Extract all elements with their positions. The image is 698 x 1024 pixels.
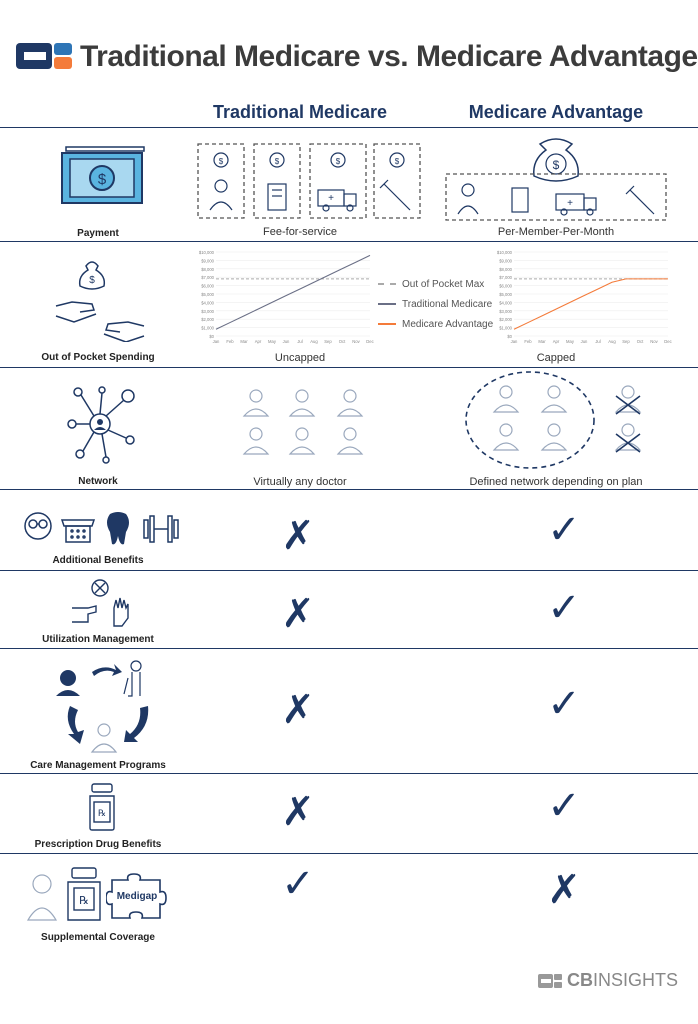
- cross-icon: ✗: [281, 790, 315, 834]
- divider: [0, 853, 698, 854]
- y-tick-label: $10,000: [496, 250, 512, 255]
- x-tick-label: Sep: [324, 339, 332, 344]
- legend-item-oop-max: [378, 276, 493, 292]
- pill-bottle-icon: [88, 782, 116, 832]
- y-tick-label: $9,000: [201, 258, 214, 264]
- legend-label: Out of Pocket Max: [402, 278, 485, 290]
- divider: [0, 489, 698, 490]
- check-icon: ✓: [547, 586, 581, 630]
- utilization-hands-icon: [70, 578, 134, 628]
- divider: [0, 367, 698, 368]
- check-icon: ✓: [547, 784, 581, 828]
- brand-rest: INSIGHTS: [592, 970, 678, 990]
- y-tick-label: $6,000: [499, 283, 512, 289]
- y-tick-label: $5,000: [499, 292, 512, 297]
- cb-insights-logo: [538, 970, 678, 991]
- cb-logo-icon: [16, 43, 72, 69]
- caption-defined-network: Defined network depending on plan: [469, 476, 643, 488]
- x-tick-label: Apr: [254, 339, 262, 344]
- caption-per-member: Per-Member-Per-Month: [497, 226, 615, 238]
- row-label-network: Network: [78, 476, 118, 487]
- chart-traditional: [194, 248, 374, 346]
- column-header-traditional: Traditional Medicare: [212, 102, 388, 122]
- x-tick-label: Dec: [366, 339, 374, 344]
- x-tick-label: Jan: [510, 339, 518, 344]
- cross-icon: ✗: [281, 688, 315, 732]
- row-label-payment: Payment: [77, 228, 119, 239]
- divider: [0, 773, 698, 774]
- x-tick-label: Nov: [352, 339, 360, 344]
- y-tick-label: $6,000: [201, 283, 214, 289]
- x-tick-label: Nov: [650, 339, 658, 344]
- row-label-utilization: Utilization Management: [42, 634, 154, 645]
- row-label-additional-benefits: Additional Benefits: [52, 555, 144, 566]
- x-tick-label: Mar: [538, 339, 546, 344]
- series-line-traditional-medicare: [216, 255, 370, 329]
- svg-text:℞: ℞: [79, 895, 89, 907]
- y-tick-label: $3,000: [499, 308, 512, 314]
- y-tick-label: $2,000: [499, 317, 512, 323]
- legend-swatch: [378, 303, 396, 305]
- svg-text:℞: ℞: [97, 808, 107, 818]
- svg-text:$: $: [552, 158, 560, 172]
- svg-text:+: +: [567, 198, 573, 209]
- per-member-illustration: [444, 130, 670, 224]
- x-tick-label: Jun: [282, 339, 290, 344]
- legend-swatch: [378, 323, 396, 325]
- x-tick-label: May: [566, 339, 574, 344]
- x-tick-label: Jun: [580, 339, 588, 344]
- legend-label: Medicare Advantage: [402, 318, 494, 330]
- x-tick-label: Mar: [240, 339, 248, 344]
- x-tick-label: Feb: [524, 339, 532, 344]
- y-tick-label: $3,000: [201, 308, 214, 314]
- y-tick-label: $10,000: [198, 250, 214, 255]
- additional-benefits-icons: [22, 508, 184, 548]
- svg-text:$: $: [335, 157, 341, 166]
- y-tick-label: $4,000: [499, 300, 512, 306]
- chart-legend: [378, 276, 493, 332]
- caption-any-doctor: Virtually any doctor: [253, 476, 347, 488]
- x-tick-label: Jan: [212, 339, 220, 344]
- cross-icon: ✗: [547, 868, 581, 912]
- care-cycle-icon: [54, 656, 154, 754]
- divider: [0, 570, 698, 571]
- x-tick-label: Oct: [338, 339, 346, 344]
- caption-uncapped: Uncapped: [274, 352, 326, 364]
- chart-advantage: [492, 248, 672, 346]
- check-icon: ✓: [281, 862, 315, 906]
- legend-swatch: [378, 283, 396, 285]
- x-tick-label: Oct: [636, 339, 644, 344]
- y-tick-label: $9,000: [499, 258, 512, 264]
- money-bill-icon: [60, 145, 146, 207]
- x-tick-label: Dec: [664, 339, 672, 344]
- svg-text:$: $: [394, 157, 400, 166]
- y-tick-label: $2,000: [201, 317, 214, 323]
- divider: [0, 241, 698, 242]
- series-line-medicare-advantage: [514, 279, 668, 329]
- doctor-grid-traditional: [236, 384, 376, 458]
- caption-fee-for-service: Fee-for-service: [263, 226, 337, 238]
- divider: [0, 127, 698, 128]
- x-tick-label: Jul: [297, 339, 303, 344]
- x-tick-label: May: [268, 339, 276, 344]
- x-tick-label: Jul: [595, 339, 601, 344]
- medigap-badge: Medigap: [116, 891, 158, 902]
- svg-text:+: +: [328, 193, 334, 204]
- row-label-out-of-pocket: Out of Pocket Spending: [41, 352, 155, 363]
- y-tick-label: $8,000: [201, 266, 214, 272]
- doctor-network-advantage: [462, 370, 648, 472]
- y-tick-label: $5,000: [201, 292, 214, 297]
- svg-text:$: $: [274, 157, 280, 166]
- cross-icon: ✗: [281, 592, 315, 636]
- page-title: Traditional Medicare vs. Medicare Advantage: [80, 40, 698, 73]
- y-tick-label: $7,000: [201, 275, 214, 281]
- caption-capped: Capped: [536, 352, 576, 364]
- column-header-advantage: Medicare Advantage: [468, 102, 644, 122]
- divider: [0, 648, 698, 649]
- x-tick-label: Apr: [552, 339, 560, 344]
- y-tick-label: $0: [507, 334, 512, 339]
- hands-money-icon: [52, 256, 148, 342]
- svg-text:$: $: [89, 275, 95, 286]
- network-icon: [66, 380, 138, 464]
- row-label-care-management: Care Management Programs: [30, 760, 166, 771]
- x-tick-label: Aug: [608, 339, 616, 344]
- legend-item-traditional: [378, 296, 493, 312]
- x-tick-label: Feb: [226, 339, 234, 344]
- x-tick-label: Sep: [622, 339, 630, 344]
- check-icon: ✓: [547, 682, 581, 726]
- x-tick-label: Aug: [310, 339, 318, 344]
- legend-label: Traditional Medicare: [402, 298, 493, 310]
- y-tick-label: $7,000: [499, 275, 512, 281]
- y-tick-label: $0: [209, 334, 214, 339]
- svg-text:$: $: [97, 171, 107, 188]
- y-tick-label: $1,000: [201, 325, 214, 331]
- cross-icon: ✗: [281, 514, 315, 558]
- fee-for-service-illustration: [196, 142, 424, 222]
- brand-bold: CB: [566, 970, 593, 990]
- row-label-prescription: Prescription Drug Benefits: [34, 839, 162, 850]
- row-label-supplemental: Supplemental Coverage: [41, 932, 155, 943]
- check-icon: ✓: [547, 508, 581, 552]
- y-tick-label: $4,000: [201, 300, 214, 306]
- cb-mark-icon: [538, 974, 562, 988]
- legend-item-advantage: [378, 316, 493, 332]
- y-tick-label: $8,000: [499, 266, 512, 272]
- svg-text:$: $: [218, 157, 224, 166]
- y-tick-label: $1,000: [499, 325, 512, 331]
